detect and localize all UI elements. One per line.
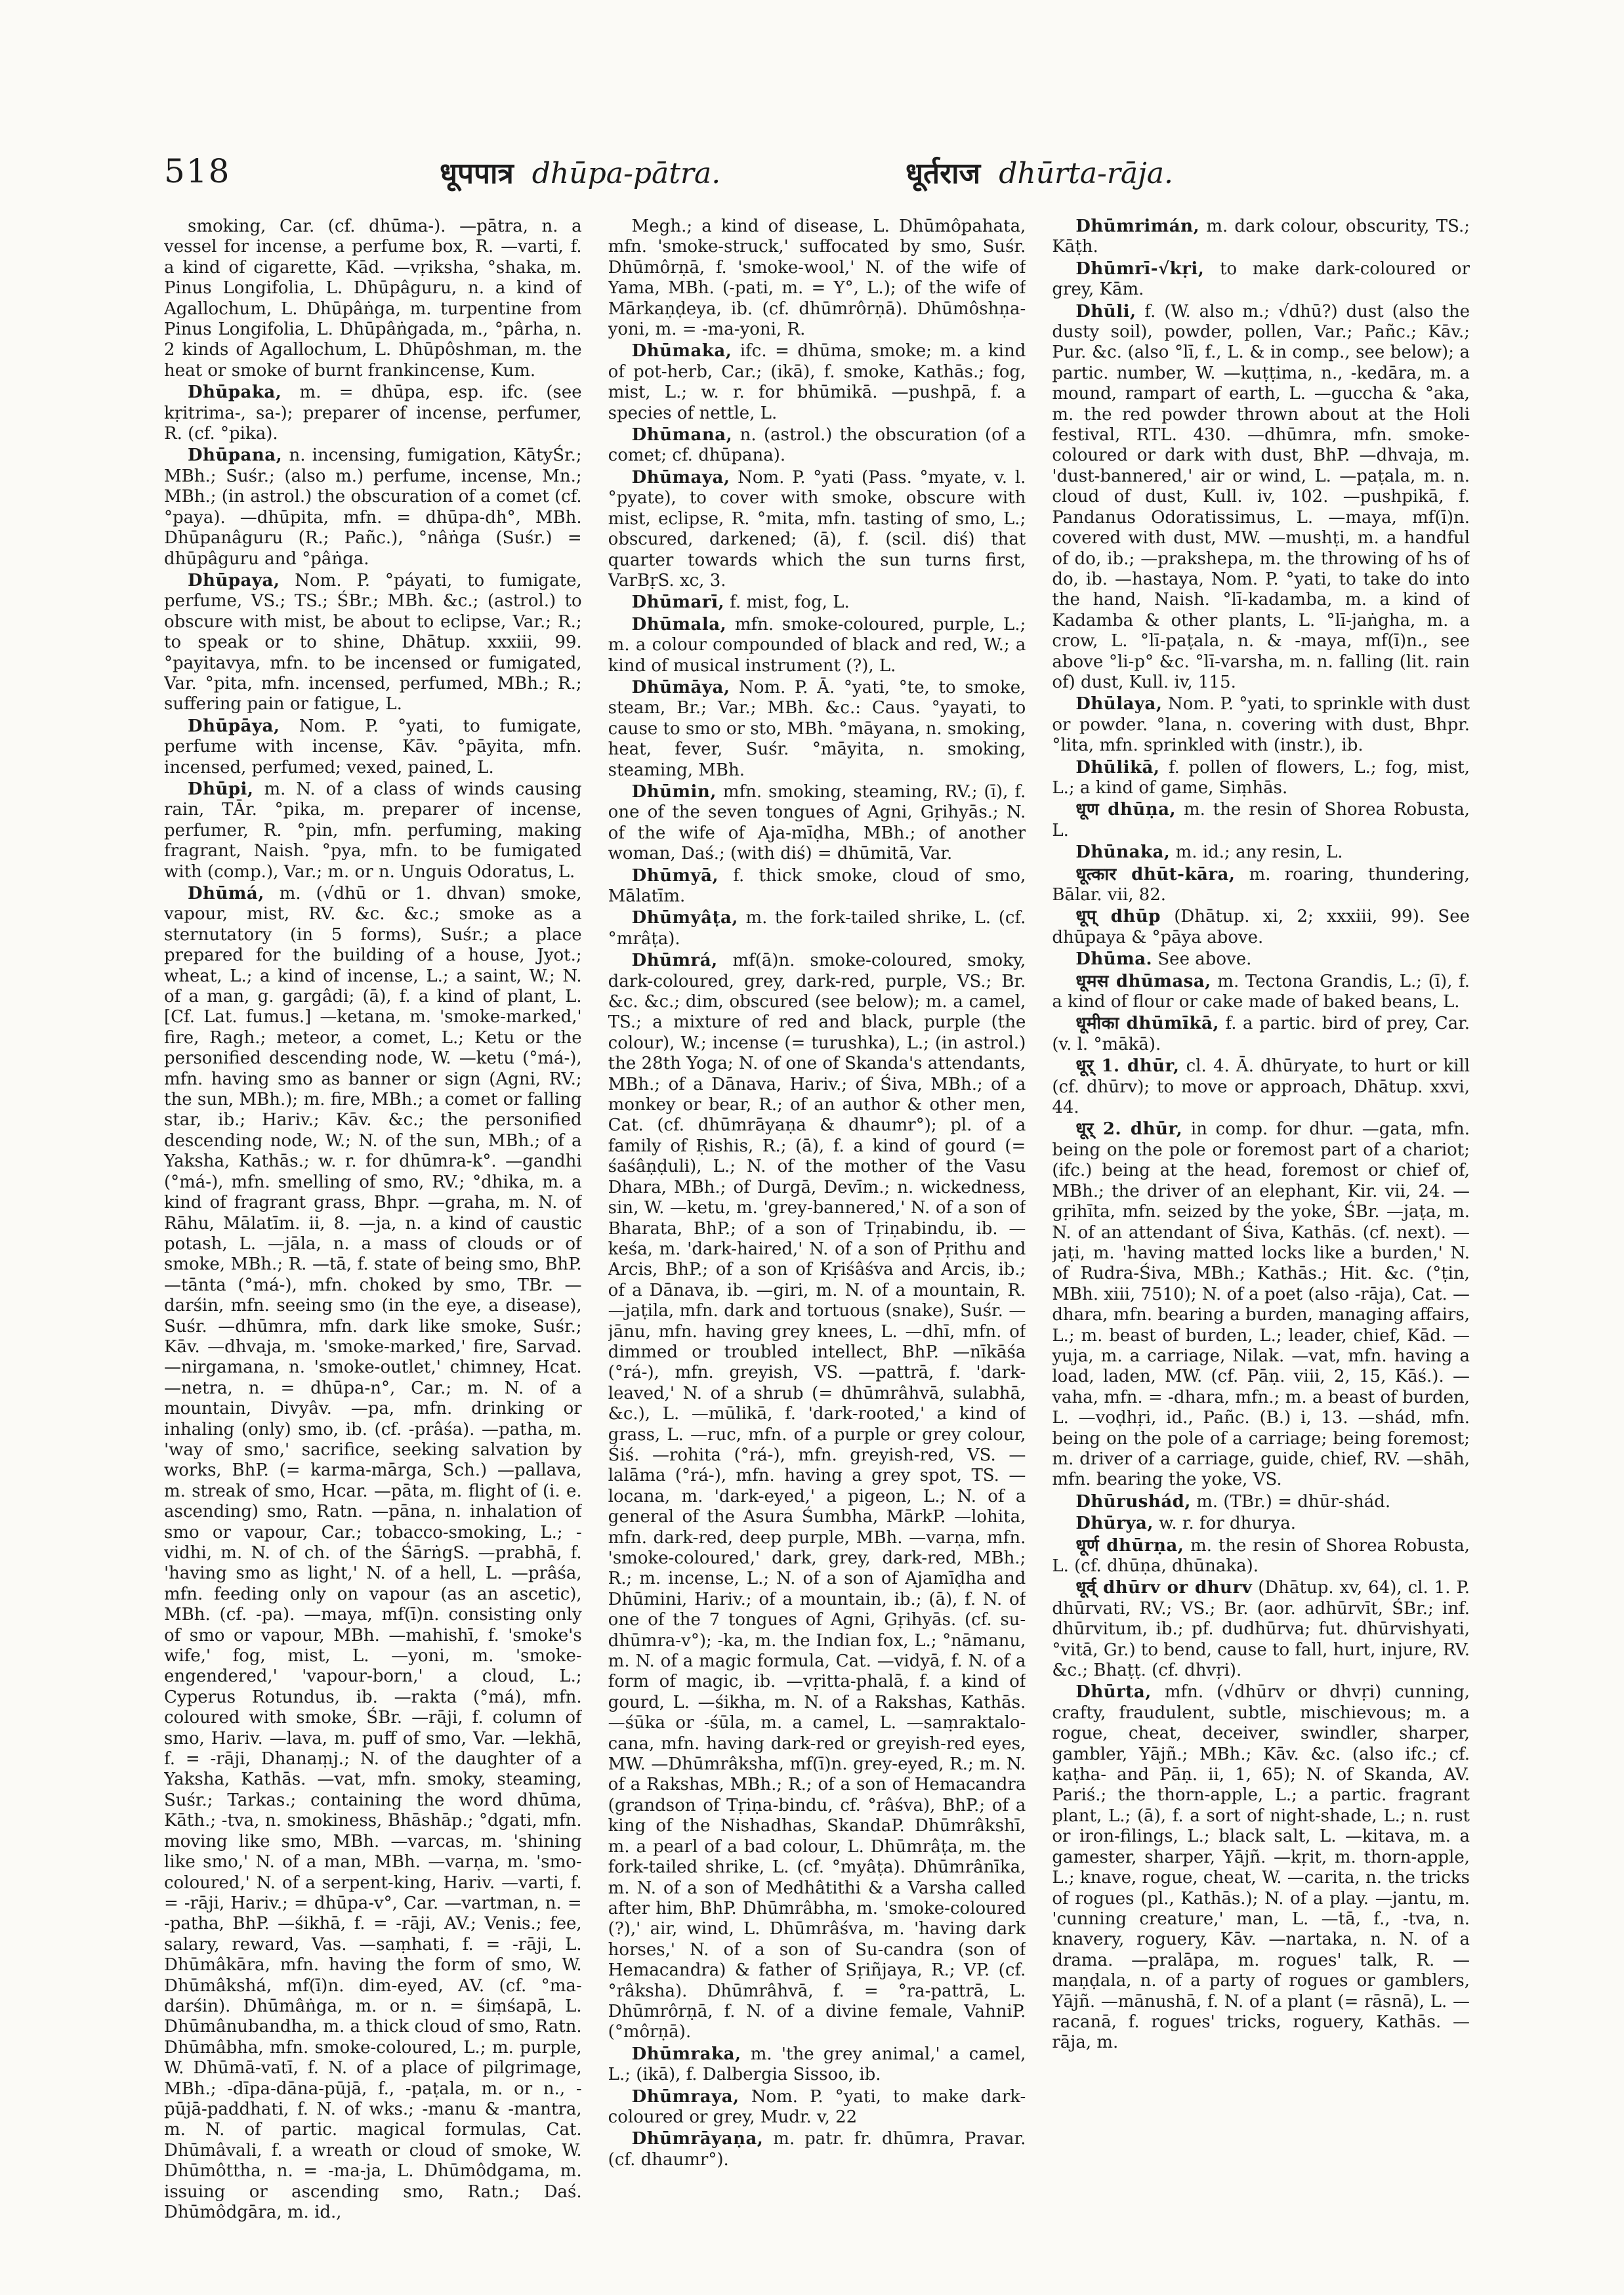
page-header [164,139,1470,192]
dictionary-entry [608,341,1026,424]
dictionary-entry [1052,865,1470,906]
entry-headword: Dhūli, [1075,301,1136,321]
entry-headword: Dhūmarī, [631,592,725,613]
dictionary-entry [164,779,582,882]
entry-headword: Dhūmrimán, [1075,217,1200,236]
entry-headword: Dhūrta, [1075,1682,1152,1703]
entry-definition: mfn. smoke-coloured, purple, L.; m. a colour compounded of black and red, W.; a kind of musical instrument (?), L. [608,614,1026,676]
column-1 [164,217,582,2250]
running-head-right [906,152,1173,192]
entry-definition: f. mist, fog, L. [730,592,850,613]
entry-headword: धूर्व् dhūrv or dhurv [1075,1578,1253,1598]
entry-headword: Dhūmrá, [631,951,718,971]
entry-definition: m. dark colour, obscurity, TS.; Kāṭh. [1052,217,1470,257]
dictionary-entry [608,908,1026,949]
entry-headword: Dhūmrāyaṇa, [631,2129,764,2149]
dictionary-entry [1052,1514,1470,1534]
entry-definition: m. the resin of Shorea Robusta, L. [1052,800,1470,840]
dictionary-entry [1052,1014,1470,1055]
dictionary-entry [1052,302,1470,693]
entry-definition: m. Tectona Grandis, L.; (ī), f. a kind of flour or cake made of baked beans, L. [1052,971,1470,1012]
entry-definition: f. a partic. bird of prey, Car. (v. l. °mākā). [1052,1014,1470,1054]
entry-definition: Nom. P. °yati, to sprinkle with dust or powder. °lana, n. covering with dust, Bhpr. °lita, mfn. sprinkled with (instr.), ib. [1052,694,1470,756]
dictionary-entry [608,615,1026,676]
entry-headword: Dhūmana, [631,425,733,445]
entry-definition: f. (W. also m.; √dhū?) dust (also the dusty soil), powder, pollen, Var.; Pañc.; Kāv.; Pur. &c. (also °lī, f., L. & in comp., see below); a partic. number, W. —kuṭṭima, n., -kedāra, m. a mound, rampart of earth, L. —guccha & °aka, m. the red powder thrown about at the Holi festival, RTL. 430. —dhūmra, mfn. smoke-coloured or dark with dust, BhP. —dhvaja, m. 'dust-bannered,' air or wind, L. —paṭala, m. n. cloud of dust, Kull. iv, 102. —pushpikā, f. Pandanus Odoratissimus, L. —maya, mf(ī)n. covered with dust, MW. —mushṭi, m. a handful of do, ib.; —prakshepa, m. the throwing of hs of do, ib. —hastaya, Nom. P. °yati, to take do into the hand, Naish. °lī-kadamba, m. a kind of Kadamba & other plants, L. °lī-jaṅgha, m. a crow, L. °lī-paṭala, n. & -maya, mf(ī)n., see above °li-p° &c. °lī-varsha, m. n. falling (lit. rain of) dust, Kull. iv, 115. [1052,301,1470,692]
entry-definition: (Dhātup. xv, 64), cl. 1. P. dhūrvati, RV.; VS.; Br. (aor. adhūrvīt, ŚBr.; inf. dhūrvitum, ib.; pf. dudhūrva; fut. dhūrvishyati, °vitā, Gr.) to bend, cause to fall, hurt, injure, RV. &c.; Bhaṭṭ. (cf. dhvṛi). [1052,1578,1470,1681]
entry-definition: Nom. P. °páyati, to fumigate, perfume, VS.; TS.; ŚBr.; MBh. &c.; (astrol.) to obscure with mist, be about to eclipse, Var.; R.; to speak or to shine, Dhātup. xxxiii, 99. °payitavya, mfn. to be incensed or fumigated, Var. °pita, mfn. incensed, perfumed, MBh.; R.; suffering pain or fatigue, L. [164,570,582,714]
entry-headword: धूर् 1. dhūr, [1075,1056,1180,1077]
entry-headword: Dhūrushád, [1075,1491,1191,1512]
entry-headword: Dhūmaya, [631,467,730,487]
dictionary-entry [164,217,582,381]
entry-headword: Dhūpaya, [188,570,280,590]
dictionary-entry [1052,758,1470,799]
entry-definition: mfn. (√dhūrv or dhvṛi) cunning, crafty, fraudulent, subtle, mischievous; m. a rogue, cheat, deceiver, swindler, sharper, gambler, Yājñ.; MBh.; Kāv. &c. (also ifc.; cf. kaṭha- and Pāṇ. ii, 1, 65); N. of Skanda, AV. Pariś.; the thorn-apple, L.; a partic. fragrant plant, L.; (ā), f. a sort of night-shade, L.; n. rust or iron-filings, L.; black salt, L. —kitava, m. a gamester, sharper, Yājñ. —kṛit, m. thorn-apple, L.; knave, rogue, cheat, W. —carita, n. the tricks of rogues (pl., Kathās.); N. of a play. —jantu, m. 'cunning creature,' man, L. —tā, f., -tva, n. knavery, roguery, Kāv. —nartaka, n. N. of a drama. —pralāpa, m. rogues' talk, R. —maṇḍala, n. of a party of rogues or gamblers, Yājñ. —mānushā, f. N. of a plant (= rāsnā), L. —racanā, f. rogues' tricks, roguery, Kathās. —rāja, m. [1052,1682,1470,2053]
entry-headword: Dhūmraya, [631,2086,739,2107]
dictionary-entry [1052,1492,1470,1512]
entry-definition: n. incensing, fumigation, KātyŚr.; MBh.; Suśr.; (also m.) perfume, incense, Mn.; MBh.; (in astrol.) the obscuration of a comet (cf. °paya). —dhūpita, mfn. = dhūpa-dh°, MBh. Dhūpanâguru (R.; Pañc.), °nâṅga (Suśr.) = dhūpâguru and °pâṅga. [164,445,582,569]
dictionary-entry [1052,694,1470,756]
entry-definition: ifc. = dhūma, smoke; m. a kind of pot-herb, Car.; (ikā), f. smoke, Kathās.; fog, mist, L.; w. r. for bhūmikā. —pushpā, f. a species of nettle, L. [608,341,1026,423]
entry-headword: Dhūmá, [188,884,264,903]
dictionary-entry [1052,1578,1470,1681]
dictionary-entry [164,884,582,2223]
dictionary-entry [1052,949,1470,970]
entry-definition: to make dark-coloured or grey, Kām. [1052,258,1470,300]
entry-definition: m. (√dhū or 1. dhvan) smoke, vapour, mist, RV. &c. &c.; smoke as a sternutatory (in 5 forms), Suśr.; a place prepared for the building of a house, Jyot.; wheat, L.; a kind of incense, L.; a saint, W.; N. of a man, g. gargâdi; (ā), f. a kind of plant, L. [Cf. Lat. fumus.] —ketana, m. 'smoke-marked,' fire, Ragh.; meteor, a comet, L.; Ketu or the personified descending node, W. —ketu (°má-), mfn. having smo as banner or sign (Agni, RV.; the sun, MBh.); m. fire, MBh.; a comet or falling star, ib.; Hariv.; Kāv. &c.; the personified descending node, W.; N. of the sun, MBh.; of a Yaksha, Kathās.; w. r. for dhūmra-k°. —gandhi (°má-), mfn. smelling of smo, RV.; °dhika, m. a kind of fragrant grass, Bhpr. —graha, m. N. of Rāhu, Mālatīm. ii, 8. —ja, n. a kind of caustic potash, L. —jāla, n. a mass of clouds or of smoke, MBh.; R. —tā, f. state of being smo, BhP. —tānta (°má-), mfn. choked by smo, TBr. —darśin, mfn. seeing smo (in the eye, a disease), Suśr. —dhūmra, mfn. dark like smoke, Suśr.; Kāv. —dhvaja, m. 'smoke-marked,' fire, Sarvad. —nirgamana, n. 'smoke-outlet,' chimney, Hcat. —netra, n. = dhūpa-n°, Car.; m. N. of a mountain, Divyâv. —pa, mfn. drinking or inhaling (only) smo, ib. (cf. -prâśa). —patha, m. 'way of smo,' sacrifice, seeking salvation by works, BhP. (= karma-mārga, Sch.) —pallava, m. streak of smo, Hcar. —pāta, m. flight of (i. e. ascending) smo, Ratn. —pāna, n. inhalation of smo or vapour, Car.; tobacco-smoking, L.; -vidhi, m. N. of ch. of the ŚārṅgS. —prabhā, f. 'having smo as light,' N. of a hell, L. —prâśa, mfn. feeding only on vapour (as an ascetic), MBh. (cf. -pa). —maya, mf(ī)n. consisting only of smo or vapour, MBh. —mahishī, f. 'smoke's wife,' fog, mist, L. —yoni, m. 'smoke-engendered,' 'vapour-born,' a cloud, L.; Cyperus Rotundus, ib. —rakta (°má), mfn. coloured with smoke, ŚBr. —rāji, f. column of smo, Hariv. —lava, m. puff of smo, Var. —lekhā, f. = -rāji, Dhanaṃj.; N. of the daughter of a Yaksha, Kathās. —vat, mfn. smoky, steaming, Suśr.; Tarkas.; containing the word dhūma, Kāth.; -tva, n. smokiness, Bhāshāp.; °dgati, mfn. moving like smo, MBh. —varcas, m. 'shining like smo,' N. of a man, MBh. —varṇa, m. 'smo-coloured,' N. of a serpent-king, Hariv. —varti, f. = -rāji, Hariv.; = dhūpa-v°, Car. —vartman, n. = -patha, BhP. —śikhā, f. = -rāji, AV.; Venis.; fee, salary, reward, Vas. —saṃhati, f. = -rāji, L. Dhūmâkāra, mfn. having the form of smo, W. Dhūmâkshá, mf(ī)n. dim-eyed, AV. (cf. °ma-darśin). Dhūmâṅga, m. or n. = śiṃśapā, L. Dhūmânubandha, m. a thick cloud of smo, Ratn. Dhūmâbha, mfn. smoke-coloured, L.; m. purple, W. Dhūmā-vatī, f. N. of a place of pilgrimage, MBh.; -dīpa-dāna-pūjā, f., -paṭala, m. or n., -pūjā-paddhati, f. N. of wks.; -manu & -mantra, m. N. of partic. magical formulas, Cat. Dhūmâvali, f. a wreath or cloud of smoke, W. Dhūmôttha, n. = -ma-ja, L. Dhūmôdgama, m. issuing or ascending smo, Ratn.; Daś. Dhūmôdgāra, m. id., [164,884,582,2222]
dictionary-entry [1052,800,1470,841]
entry-definition: w. r. for dhurya. [1159,1514,1296,1534]
entry-definition: cl. 4. Ā. dhūryate, to hurt or kill (cf. dhūrv); to move or approach, Dhātup. xxvi, 44. [1052,1056,1470,1118]
entry-definition: mf(ā)n. smoke-coloured, smoky, dark-coloured, grey, dark-red, purple, VS.; Br. &c. &c.; dim, obscured (see below); m. a camel, TS.; a mixture of red and black, purple (the colour), W.; incense (= turushka), L.; (in astrol.) the 28th Yoga; N. of one of Skanda's attendants, MBh.; of a Dānava, Hariv.; of Śiva, MBh.; of a monkey or bear, R.; of an author & other men, Cat. (cf. dhūmrāyaṇa & dhaumr°); pl. of a family of Ṛishis, R.; (ā), f. a kind of gourd (= śaśâṇḍuli), L.; N. of the mother of the Vasu Dhara, MBh.; of Durgā, Devīm.; n. wickedness, sin, W. —ketu, m. 'grey-bannered,' N. of a son of Bharata, BhP.; of a son of Tṛiṇabindu, ib. —keśa, m. 'dark-haired,' N. of a son of Pṛithu and Arcis, BhP.; of a son of Kṛiśâśva and Arcis, ib.; of a Dānava, ib. —giri, m. N. of a mountain, R. —jaṭila, mfn. dark and tortuous (snake), Suśr. —jānu, mfn. having grey knees, L. —dhī, mfn. of dimmed or troubled intellect, BhP. —nīkāśa (°rá-), mfn. greyish, VS. —pattrā, f. 'dark-leaved,' N. of a shrub (= dhūmrâhvā, sulabhā, &c.), L. —mūlikā, f. 'dark-rooted,' a kind of grass, L. —ruc, mfn. of a purple or grey colour, Śiś. —rohita (°rá-), mfn. greyish-red, VS. —lalāma (°rá-), mfn. having a grey spot, TS. —locana, m. 'dark-eyed,' a pigeon, L.; N. of a general of the Asura Śumbha, MārkP. —lohita, mfn. dark-red, deep purple, MBh. —varṇa, mfn. 'smoke-coloured,' dark, grey, dark-red, MBh.; R.; m. incense, L.; N. of a son of Ajamīḍha and Dhūmini, Hariv.; of a mountain, ib.; (ā), f. N. of one of the 7 tongues of Agni, Gṛihyās. (cf. su-dhūmra-v°); -ka, m. the Indian fox, L.; °nāmanu, m. N. of a magic formula, Cat. —vidyā, f. N. of a form of magic, ib. —vṛitta-phalā, f. a kind of gourd, L. —śikha, m. N. of a Rakshas, Kathās. —śūka or -śūla, m. a camel, L. —saṃraktalo-cana, mfn. having dark-red or greyish-red eyes, MW. —Dhūmrâksha, mf(ī)n. grey-eyed, R.; m. N. of a Rakshas, MBh.; R.; of a son of Hemacandra (grandson of Tṛiṇa-bindu, cf. °râśva), BhP.; of a king of the Nishadhas, SkandaP. Dhūmrâkshī, m. a pearl of a bad colour, L. Dhūmrâṭa, m. the fork-tailed shrike, L. (cf. °myâṭa). Dhūmrânīka, m. N. of a son of Medhâtithi & a Varsha called after him, BhP. Dhūmrâbha, m. 'smoke-coloured (?),' air, wind, L. Dhūmrâśva, m. 'having dark horses,' N. of a son of Su-candra (son of Hemacandra) & father of Sṛiñjaya, R.; VP. (cf. °râksha). Dhūmrâhvā, f. = °ra-pattrā, L. Dhūmrôrṇā, f. N. of a divine female, VahniP. (°môrṇā). [608,951,1026,2042]
entry-headword: Dhūnaka, [1075,842,1171,863]
entry-headword: Dhūmrī-√kṛi, [1075,258,1205,279]
entry-headword: Dhūmraka, [631,2044,741,2064]
dictionary-entry [608,592,1026,613]
entry-definition: m. the fork-tailed shrike, L. (cf. °mrâṭa). [608,908,1026,949]
entry-headword: Dhūmyâṭa, [631,908,738,928]
entry-definition: Megh.; a kind of disease, L. Dhūmôpahata, mfn. 'smoke-struck,' suffocated by smo, Suśr. Dhūmôrṇā, f. 'smoke-wool,' N. of the wife of Yama, MBh. (-pati, m. = Y°, L.); of the wife of Mārkaṇḍeya, ib. (cf. dhūmrôrṇā). Dhūmôshṇa-yoni, m. = -ma-yoni, R. [608,217,1026,340]
entry-headword: Dhūpi, [188,779,254,799]
entry-definition: f. pollen of flowers, L.; fog, mist, L.; a kind of game, Siṃhās. [1052,757,1470,798]
dictionary-entry [164,445,582,569]
entry-headword: Dhūmaka, [631,341,732,362]
entry-headword: Dhūpaka, [188,382,282,403]
entry-headword: Dhūpāya, [188,716,280,736]
page-number: 518 [164,152,231,190]
running-head-right-devanagari: धूर्तराज [906,157,981,190]
dictionary-entry [608,425,1026,466]
dictionary-entry [1052,217,1470,258]
entry-headword: धूत्कार dhūt-kāra, [1075,864,1236,884]
entry-headword: Dhūmyā, [631,865,719,886]
entry-headword: Dhūlikā, [1075,757,1160,777]
dictionary-entry [1052,972,1470,1013]
dictionary-entry [1052,1056,1470,1118]
entry-headword: Dhūlaya, [1075,694,1163,714]
dictionary-entry [608,468,1026,591]
running-head-left [440,152,720,192]
column-3 [1052,217,1470,2250]
entry-headword: Dhūrya, [1075,1514,1154,1534]
entry-definition: m. roaring, thundering, Bālar. vii, 82. [1052,864,1470,905]
entry-definition: m. the resin of Shorea Robusta, L. (cf. dhūṇa, dhūnaka). [1052,1535,1470,1576]
entry-definition: Nom. P. °yati, to make dark-coloured or grey, Mudr. v, 22 [608,2086,1026,2127]
entry-definition: m. 'the grey animal,' a camel, L.; (ikā), f. Dalbergia Sissoo, ib. [608,2044,1026,2085]
dictionary-entry [1052,842,1470,863]
entry-definition: n. (astrol.) the obscuration (of a comet; cf. dhūpana). [608,425,1026,466]
dictionary-entry [608,2044,1026,2086]
entry-definition: m. id.; any resin, L. [1175,842,1343,863]
entry-definition: Nom. P. Ā. °yati, °te, to smoke, steam, Br.; Var.; MBh. &c.: Caus. °yayati, to cause to smo or sto, MBh. °māyana, n. smoking, heat, fever, Suśr. °māyita, n. smoking, steaming, MBh. [608,677,1026,780]
entry-headword: Dhūmala, [631,614,727,634]
entry-definition: (Dhātup. xi, 2; xxxiii, 99). See dhūpaya & °pāya above. [1052,907,1470,947]
dictionary-entry [608,782,1026,865]
entry-headword: धूमीका dhūmīkā, [1075,1014,1219,1034]
dictionary-entry [608,217,1026,340]
entry-definition: mfn. smoking, steaming, RV.; (ī), f. one of the seven tongues of Agni, Gṛihyās.; N. of the wife of Aja-mīḍha, MBh.; of another woman, Daś.; (with diś) = dhūmitā, Var. [608,781,1026,864]
running-head-left-devanagari: धूपपात्र [440,157,514,190]
entry-headword: धूर्ण dhūrṇa, [1075,1535,1184,1556]
dictionary-entry [1052,1682,1470,2053]
dictionary-entry [164,382,582,444]
entry-definition: m. patr. fr. dhūmra, Pravar. (cf. dhaumr°). [608,2129,1026,2170]
entry-definition: in comp. for dhur. —gata, mfn. being on the pole or foremost part of a chariot; (ifc.) being at the head, foremost or chief of, MBh.; the driver of an elephant, Kir. vii, 24. —gṛihīta, mfn. seized by the yoke, ŚBr. —jaṭa, m. N. of an attendant of Śiva, Kathās. (cf. next). —jaṭi, m. 'having matted locks like a burden,' N. of Rudra-Śiva, MBh.; Kathās.; Hit. &c. (°ṭin, MBh. xiii, 7510); N. of a poet (also -rāja), Cat. —dhara, mfn. bearing a burden, managing affairs, L.; m. beast of burden, L.; leader, chief, Kād. —yuja, m. a carriage, Nilak. —vat, mfn. having a load, laden, MW. (cf. Pāṇ. viii, 2, 15, Kāś.). —vaha, mfn. = -dhara, mfn.; m. a beast of burden, L. —voḍhṛi, id., Pañc. (B.) i, 13. —shád, mfn. being on the pole of a carriage; being foremost; m. driver of a carriage, guide, chief, RV. —shāh, mfn. bearing the yoke, VS. [1052,1119,1470,1490]
dictionary-entry [608,951,1026,2043]
entry-definition: f. thick smoke, cloud of smo, Mālatīm. [608,865,1026,906]
dictionary-entry [164,716,582,778]
running-head-right-translit: dhūrta-rāja. [999,157,1173,190]
entry-headword: Dhūmāya, [631,677,730,697]
entry-headword: धूप् dhūp [1075,907,1161,927]
running-head-left-translit: dhūpa-pātra. [531,157,721,190]
dictionary-entry [1052,1536,1470,1577]
entry-definition: m. (TBr.) = dhūr-shád. [1196,1491,1391,1512]
column-2 [608,217,1026,2250]
dictionary-entry [164,571,582,715]
dictionary-entry [608,866,1026,907]
entry-definition: Nom. P. °yati (Pass. °myate, v. l. °pyate), to cover with smoke, obscure with mist, eclipse, R. °mita, mfn. tasting of smo, L.; obscured, darkened; (ā), f. (scil. diś) that quarter towards which the sun turns first, VarBṛS. xc, 3. [608,467,1026,590]
dictionary-entry [1052,1119,1470,1490]
entry-definition: Nom. P. °yati, to fumigate, perfume with incense, Kāv. °pāyita, mfn. incensed, perfumed; vexed, pained, L. [164,716,582,777]
dictionary-entry [608,2129,1026,2170]
dictionary-entry [1052,259,1470,300]
dictionary-entry [608,678,1026,781]
dictionary-entry [1052,907,1470,948]
entry-headword: Dhūma. [1075,949,1153,970]
entry-definition: m. = dhūpa, esp. ifc. (see kṛitrima-, sa-); preparer of incense, perfumer, R. (cf. °pika). [164,382,582,444]
entry-definition: m. N. of a class of winds causing rain, TĀr. °pika, m. preparer of incense, perfumer, R. °pin, mfn. perfuming, making fragrant, Naish. °pya, mfn. to be fumigated with (comp.), Var.; m. or n. Unguis Odoratus, L. [164,779,582,882]
dictionary-entry [608,2087,1026,2128]
entry-definition: See above. [1157,949,1252,970]
entry-headword: धूर् 2. dhūr, [1075,1119,1183,1140]
entry-headword: धूण dhūṇa, [1075,800,1176,820]
dictionary-columns [164,217,1470,2250]
entry-headword: Dhūpana, [188,445,283,466]
entry-headword: Dhūmin, [631,781,717,802]
entry-definition: smoking, Car. (cf. dhūma-). —pātra, n. a vessel for incense, a perfume box, R. —varti, f. a kind of cigarette, Kād. —vṛiksha, °shaka, m. Pinus Longifolia, L. Dhūpâguru, n. a kind of Agallochum, L. Dhūpâṅga, m. turpentine from Pinus Longifolia, L. Dhūpâṅgada, m., °pârha, n. 2 kinds of Agallochum, L. Dhūpôshman, m. the heat or smoke of burnt frankincense, Kum. [164,217,582,381]
entry-headword: धूमस dhūmasa, [1075,971,1211,991]
